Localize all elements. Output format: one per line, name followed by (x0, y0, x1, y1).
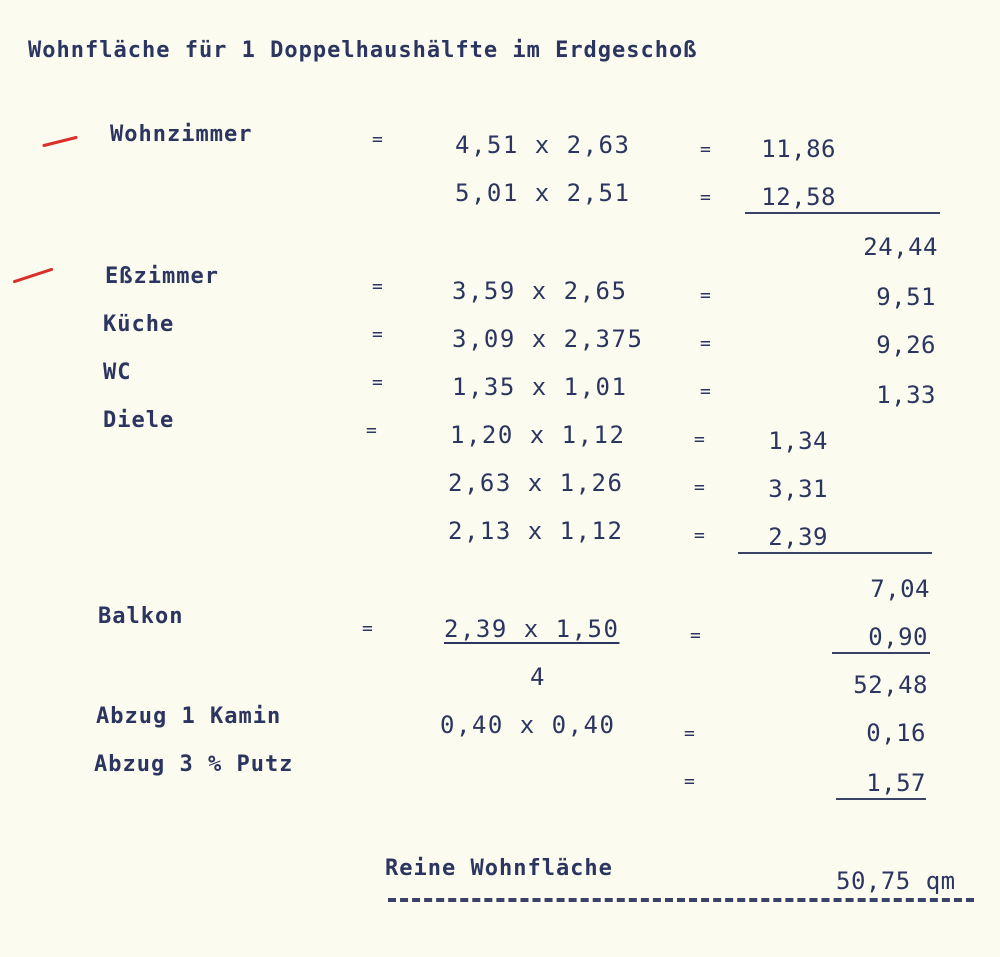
equals-sign: = (362, 618, 374, 639)
room-label-wohnzimmer: Wohnzimmer (110, 122, 253, 147)
result-value: 1,33 (876, 381, 936, 409)
calculation: 0,40 x 0,40 (440, 711, 616, 739)
equals-sign: = (700, 139, 712, 160)
equals-sign: = (372, 324, 384, 345)
sum-value: 52,48 (853, 671, 928, 699)
calculation: 5,01 x 2,51 (455, 179, 631, 207)
calculation: 4,51 x 2,63 (455, 131, 631, 159)
calculation: 1,35 x 1,01 (452, 373, 628, 401)
equals-sign: = (372, 129, 384, 150)
result-value: 3,31 (768, 475, 828, 503)
sum-rule (745, 212, 940, 214)
equals-sign: = (366, 420, 378, 441)
equals-sign: = (700, 187, 712, 208)
equals-sign: = (694, 477, 706, 498)
total-value: 50,75 qm (836, 867, 956, 895)
equals-sign: = (372, 276, 384, 297)
room-label-diele: Diele (103, 408, 175, 433)
deduction-label-kamin: Abzug 1 Kamin (96, 704, 282, 729)
sum-rule (836, 798, 926, 800)
subtotal-value: 24,44 (863, 233, 938, 261)
result-value: 11,86 (761, 135, 836, 163)
equals-sign: = (372, 372, 384, 393)
room-label-esszimmer: Eßzimmer (105, 264, 219, 289)
equals-sign: = (690, 625, 702, 646)
equals-sign: = (700, 285, 712, 306)
calculation: 2,39 x 1,50 (444, 615, 620, 643)
room-label-kueche: Küche (103, 312, 175, 337)
result-value: 12,58 (761, 183, 836, 211)
calculation: 2,63 x 1,26 (448, 469, 624, 497)
result-value: 0,90 (868, 623, 928, 651)
room-label-wc: WC (103, 360, 132, 385)
equals-sign: = (694, 429, 706, 450)
room-label-balkon: Balkon (98, 604, 184, 629)
calculation: 3,59 x 2,65 (452, 277, 628, 305)
calculation: 1,20 x 1,12 (450, 421, 626, 449)
result-value: 2,39 (768, 523, 828, 551)
equals-sign: = (700, 333, 712, 354)
calculation: 2,13 x 1,12 (448, 517, 624, 545)
red-check-mark (42, 136, 78, 148)
equals-sign: = (684, 771, 696, 792)
subtotal-value: 7,04 (870, 575, 930, 603)
page-title: Wohnfläche für 1 Doppelhaushälfte im Erdgeschoß (28, 38, 698, 63)
deduction-label-putz: Abzug 3 % Putz (94, 752, 294, 777)
total-label: Reine Wohnfläche (385, 856, 613, 881)
equals-sign: = (700, 381, 712, 402)
double-rule (388, 898, 974, 902)
result-value: 1,34 (768, 427, 828, 455)
result-value: 9,26 (876, 331, 936, 359)
equals-sign: = (694, 525, 706, 546)
red-check-mark (13, 268, 54, 284)
divisor: 4 (530, 663, 545, 691)
calculation: 3,09 x 2,375 (452, 325, 644, 353)
result-value: 0,16 (866, 719, 926, 747)
sum-rule (738, 552, 932, 554)
sum-rule (832, 652, 930, 654)
result-value: 9,51 (876, 283, 936, 311)
result-value: 1,57 (866, 769, 926, 797)
equals-sign: = (684, 723, 696, 744)
